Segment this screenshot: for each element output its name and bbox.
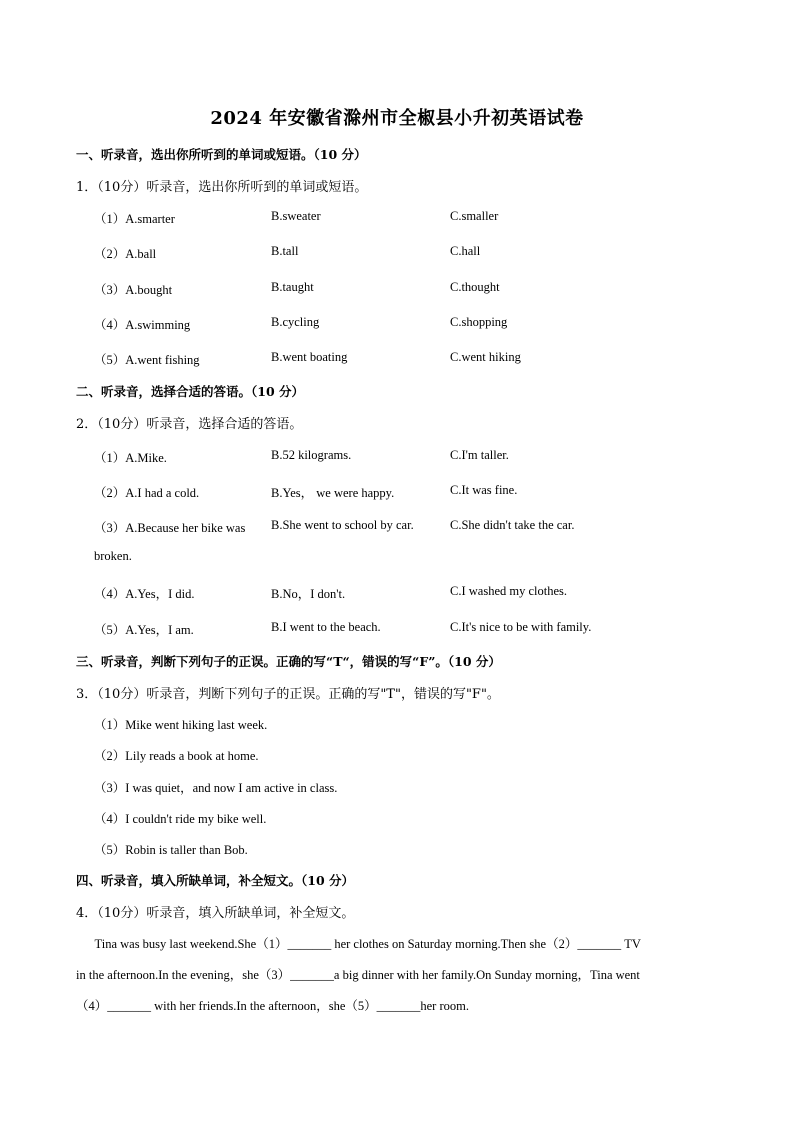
option-b: B.She went to school by car.: [271, 518, 414, 532]
statement-1: （1）Mike went hiking last week.: [94, 718, 268, 732]
option-b: B.taught: [271, 280, 314, 294]
option-b: B.sweater: [271, 209, 321, 223]
option-c: C.shopping: [450, 315, 508, 329]
section-4-heading: 四、听录音，填入所缺单词，补全短文。（10 分）: [76, 873, 354, 888]
option-c: C.hall: [450, 244, 481, 258]
option-b: B.Yes， we were happy.: [271, 486, 395, 500]
option-a: （2）A.ball: [94, 247, 157, 261]
option-a: （1）A.Mike.: [94, 451, 167, 465]
option-a: （3）A.Because her bike was: [94, 521, 246, 535]
question-2-item-3-continuation: broken.: [94, 549, 132, 563]
option-c: C.I washed my clothes.: [450, 584, 567, 598]
statement-3: （3）I was quiet，and now I am active in class.: [94, 781, 338, 795]
statement-4: （4）I couldn't ride my bike well.: [94, 812, 267, 826]
option-a: （1）A.smarter: [94, 212, 175, 226]
option-c: C.thought: [450, 280, 500, 294]
section-1-heading: 一、听录音，选出你所听到的单词或短语。（10 分）: [76, 147, 367, 162]
option-b: B.tall: [271, 244, 299, 258]
option-b: B.I went to the beach.: [271, 620, 381, 634]
option-a: （2）A.I had a cold.: [94, 486, 200, 500]
passage-line-3: （4）_______ with her friends.In the afternoon，she（5）_______her room.: [76, 999, 469, 1013]
option-a: （5）A.went fishing: [94, 353, 200, 367]
option-c: C.It's nice to be with family.: [450, 620, 592, 634]
question-4-prompt: 4．（10分）听录音，填入所缺单词，补全短文。: [76, 906, 355, 921]
option-c: C.went hiking: [450, 350, 521, 364]
option-b: B.No，I don't.: [271, 587, 346, 601]
option-a: （5）A.Yes，I am.: [94, 623, 194, 637]
option-b: B.went boating: [271, 350, 348, 364]
option-b: B.cycling: [271, 315, 320, 329]
option-a: （3）A.bought: [94, 283, 173, 297]
passage-line-2: in the afternoon.In the evening，she（3）_______a big dinner with her family.On Sunday morning，Tina went: [76, 968, 640, 982]
option-a: （4）A.swimming: [94, 318, 191, 332]
option-b: B.52 kilograms.: [271, 448, 352, 462]
section-2-heading: 二、听录音，选择合适的答语。（10 分）: [76, 384, 304, 399]
passage-line-1: Tina was busy last weekend.She（1）_______ her clothes on Saturday morning.Then she（2）_______ TV: [76, 937, 641, 951]
option-a: （4）A.Yes，I did.: [94, 587, 195, 601]
statement-5: （5）Robin is taller than Bob.: [94, 843, 248, 857]
exam-title: 2024 年安徽省滁州市全椒县小升初英语试卷: [210, 108, 584, 129]
option-c: C.She didn't take the car.: [450, 518, 575, 532]
section-3-heading: 三、听录音，判断下列句子的正误。正确的写“T“，错误的写“F”。（10 分）: [76, 654, 501, 669]
question-2-prompt: 2．（10分）听录音，选择合适的答语。: [76, 417, 303, 432]
option-c: C.I'm taller.: [450, 448, 509, 462]
question-1-prompt: 1．（10分）听录音，选出你所听到的单词或短语。: [76, 180, 368, 195]
option-c: C.smaller: [450, 209, 499, 223]
option-c: C.It was fine.: [450, 483, 518, 497]
statement-2: （2）Lily reads a book at home.: [94, 749, 259, 763]
question-3-prompt: 3．（10分）听录音，判断下列句子的正误。正确的写"T"，错误的写"F"。: [76, 687, 500, 702]
